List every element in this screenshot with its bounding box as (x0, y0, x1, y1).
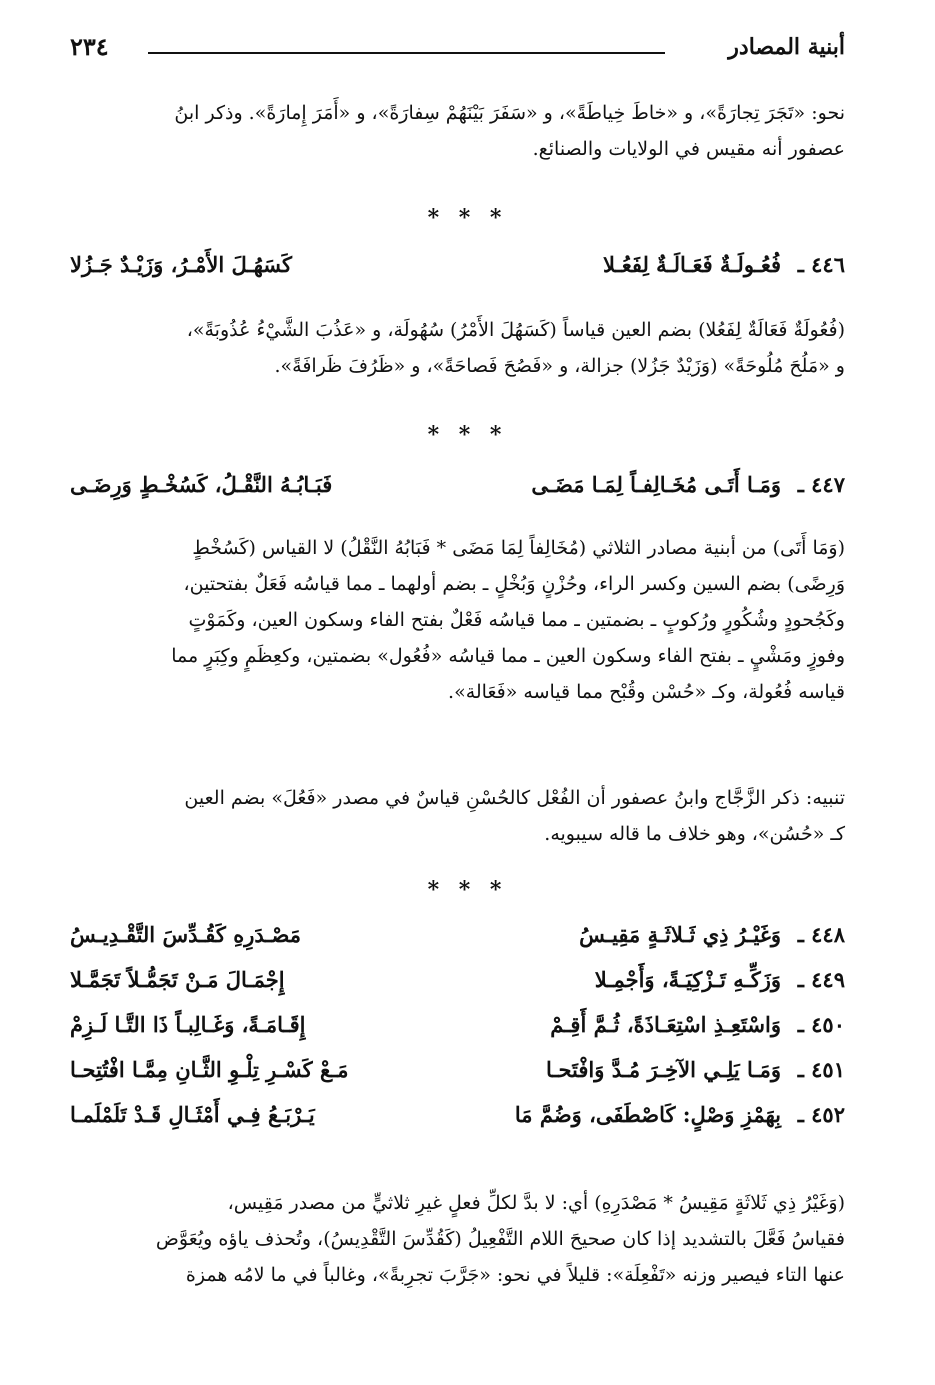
poem-verse (70, 1057, 845, 1102)
verse-number: ٤٤٦ ـ (797, 252, 845, 277)
text-line: وكَجُحودٍ وشُكُورٍ ورُكوبٍ ـ بضمتين ـ مما قياسُه فَعْلٌ بفتح الفاء وسكون العين، وكَمَوْتٍ (188, 609, 845, 631)
verse-hemistich-first: بِهَمْزِ وَصْلٍ: كَاصْطَفَى، وَضُمَّ مَا (514, 1102, 781, 1127)
text-line: عنها التاء فيصير وزنه «تَفْعِلَة»: قليلاً في نحو: «جَرَّبَ تجرِبةً»، وغالباً في ما لامُه همزة (185, 1264, 845, 1286)
text-line: تنبيه: ذكر الزَّجَّاج وابنُ عصفور أن الفُعْل كالحُسْنِ قياسٌ في مصدر «فَعُلَ» بضم العين (184, 787, 845, 809)
verse-hemistich-first: وَمَـا أَتَـى مُخَـالِفـاً لِمَـا مَضَـى (531, 472, 781, 497)
running-title: أبنية المصادر (728, 34, 845, 60)
text-line: وفوزٍ ومَشْيٍ ـ بفتح الفاء وسكون العين ـ مما قياسُه «فُعُول» بضمتين، وكعِظَمٍ وكِبَرٍ مما (171, 645, 845, 667)
section-separator: * * * (427, 205, 508, 231)
section-separator: * * * (427, 877, 508, 903)
commentary-446 (70, 312, 845, 384)
verse-hemistich-second: مَـعْ كَسْـرِ تِلْـوِ الثَّـانِ مِمَّـا افْتُتِحـا (70, 1057, 349, 1082)
verse-hemistich-second: إِقَـامَـةً، وَغَـالِبـاً ذَا التَّـا لَـزِمْ (70, 1012, 306, 1037)
verse-hemistich-second: يَـرْبَـعُ فِـي أَمْثَـالِ قَـدْ تَلَمْلَمـا (70, 1102, 315, 1127)
verse-number: ٤٥٢ ـ (797, 1102, 845, 1127)
page-number: ٢٣٤ (70, 32, 109, 61)
verse-number: ٤٤٨ ـ (797, 922, 845, 947)
verse-hemistich-second: كَسَهُـلَ الأَمْـرُ، وَزَيْـدٌ جَـزُلا (70, 252, 292, 277)
verse-446 (70, 245, 845, 285)
text-line: كـ «حُسُن»، وهو خلاف ما قاله سيبويه. (544, 823, 845, 845)
text-line: نحو: «تَجَرَ تِجارَةً»، و «خاطَ خِياطَةً»، و «سَفَرَ بَيْنَهُمْ سِفارَةً»، و «أَمَرَ إِمارَةً». وذكر ابنُ (174, 102, 845, 124)
verse-number: ٤٥٠ ـ (797, 1012, 845, 1037)
verse-hemistich-first: وَمَـا يَلِـي الآخِـرَ مُـدَّ وَافْتَحـا (545, 1057, 781, 1082)
page-header (70, 30, 845, 70)
verse-hemistich-first: وَزَكِّـهِ تَـزْكِيَـةً، وَأَجْمِـلا (594, 967, 781, 992)
section-separator: * * * (427, 422, 508, 448)
poem-verse (70, 922, 845, 967)
commentary-448 (70, 1185, 845, 1293)
commentary-447 (70, 530, 845, 710)
text-line: وَرِضًى) بضم السين وكسر الراء، وحُزْنٍ وَبُخْلٍ ـ بضم أولهما ـ مما قياسُه فَعَلٌ بفتحتين، (183, 573, 845, 595)
text-line: فقياسُ فَعَّلَ بالتشديد إذا كان صحيحَ اللام التَّفْعِيلُ (كَقُدِّسَ التَّقْدِيسُ)، وتُحذف ياؤه ويُعَوَّض (155, 1228, 845, 1250)
poem-verse (70, 1102, 845, 1147)
poem-block (70, 922, 845, 1152)
verse-hemistich-first: وَغَيْـرُ ذِي ثَـلاثَـةٍ مَقِيـسُ (579, 922, 781, 947)
text-line: (وَغَيْرُ ذِي ثَلاثَةٍ مَقِيسُ * مَصْدَرِهِ) أي: لا بدَّ لكلِّ فعلٍ غيرِ ثلاثيٍّ من مصدر مَقِيس، (227, 1192, 845, 1214)
verse-hemistich-first: وَاسْتَعِـذِ اسْتِعَـاذَةً، ثُـمَّ أَقِـمْ (550, 1012, 781, 1037)
text-line: و «مَلُحَ مُلُوحَةً» (وَزَيْدٌ جَزُلا) جزالة، و «فَصُحَ فَصاحَةً»، و «ظَرُفَ ظَرافَةً». (274, 355, 845, 377)
text-line: قياسه فُعُولة، وكـ «حُسْن وقُبْح مما قياسه «فَعَالة». (448, 681, 845, 703)
verse-hemistich-second: مَصْـدَرِهِ كَقُـدِّسَ التَّقْـدِيـسُ (70, 922, 301, 947)
text-line: (فُعُولَةٌ فَعَالَةٌ لِفَعُلا) بضم العين قياساً (كَسَهُلَ الأَمْرُ) سُهُولَة، و «عَذُبَ الشَّيْءُ عُذُوبَةً»، (186, 319, 845, 341)
verse-hemistich-second: إِجْمَـالَ مَـنْ تَجَمُّـلاً تَجَمَّـلا (70, 967, 285, 992)
poem-verse (70, 1012, 845, 1057)
header-rule (148, 52, 665, 54)
verse-number: ٤٤٩ ـ (797, 967, 845, 992)
note-paragraph (70, 780, 845, 852)
poem-verse (70, 967, 845, 1012)
verse-hemistich-first: فُعُـولَـةٌ فَعَـالَـةٌ لِفَعُـلا (603, 252, 781, 277)
verse-447 (70, 465, 845, 505)
text-line: (وَمَا أَتَى) من أبنية مصادر الثلاثي (مُخَالِفاً لِمَا مَضَى * فَبَابُهُ النَّقْلُ) لا القياس (كَسُخْطٍ (192, 537, 845, 559)
verse-number: ٤٥١ ـ (797, 1057, 845, 1082)
text-line: عصفور أنه مقيس في الولايات والصنائع. (532, 138, 845, 160)
intro-paragraph (70, 95, 845, 167)
verse-hemistich-second: فَبَـابُـهُ النَّقْـلُ، كَسُخْـطٍ وَرِضَـى (70, 472, 333, 497)
verse-number: ٤٤٧ ـ (797, 472, 845, 497)
